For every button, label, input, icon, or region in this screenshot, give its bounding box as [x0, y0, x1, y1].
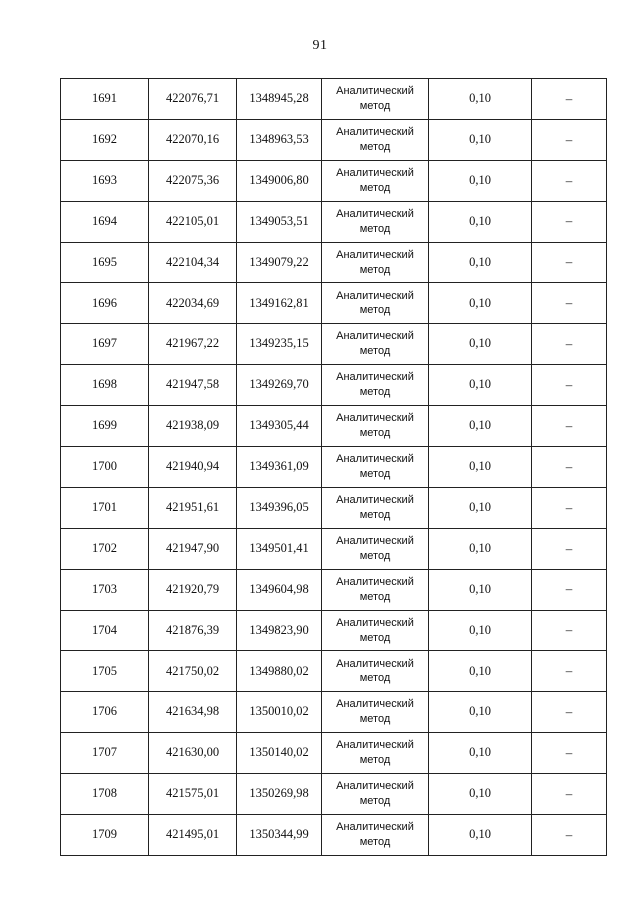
method-line-2: метод [359, 631, 391, 644]
point-number-cell: 1695 [61, 242, 149, 283]
note-cell: – [532, 242, 607, 283]
method-line-1: Аналитический [336, 534, 414, 547]
accuracy-cell: 0,10 [429, 201, 532, 242]
method-cell [322, 528, 429, 569]
point-number-cell: 1699 [61, 406, 149, 447]
accuracy-cell: 0,10 [429, 569, 532, 610]
accuracy-cell: 0,10 [429, 160, 532, 201]
y-coordinate-cell: 1349604,98 [237, 569, 322, 610]
method-cell [322, 447, 429, 488]
x-coordinate-cell: 421876,39 [149, 610, 237, 651]
accuracy-cell: 0,10 [429, 692, 532, 733]
method-line-2: метод [359, 263, 391, 276]
note-cell: – [532, 201, 607, 242]
y-coordinate-cell: 1350269,98 [237, 774, 322, 815]
note-cell: – [532, 569, 607, 610]
accuracy-cell: 0,10 [429, 242, 532, 283]
table-row [61, 160, 607, 201]
point-number-cell: 1692 [61, 119, 149, 160]
method-line-2: метод [359, 590, 391, 603]
method-cell [322, 160, 429, 201]
method-line-2: метод [359, 754, 391, 767]
accuracy-cell: 0,10 [429, 487, 532, 528]
y-coordinate-cell: 1349501,41 [237, 528, 322, 569]
method-line-2: метод [359, 304, 391, 317]
method-line-1: Аналитический [336, 166, 414, 179]
x-coordinate-cell: 422105,01 [149, 201, 237, 242]
note-cell: – [532, 406, 607, 447]
y-coordinate-cell: 1348963,53 [237, 119, 322, 160]
method-line-1: Аналитический [336, 616, 414, 629]
x-coordinate-cell: 422034,69 [149, 283, 237, 324]
table-row [61, 283, 607, 324]
method-line-2: метод [359, 713, 391, 726]
coordinates-table [60, 78, 607, 856]
note-cell: – [532, 610, 607, 651]
method-line-2: метод [359, 672, 391, 685]
accuracy-cell: 0,10 [429, 406, 532, 447]
table-row [61, 774, 607, 815]
method-cell [322, 569, 429, 610]
table-row [61, 119, 607, 160]
x-coordinate-cell: 421951,61 [149, 487, 237, 528]
method-line-1: Аналитический [336, 453, 414, 466]
point-number-cell: 1698 [61, 365, 149, 406]
method-cell [322, 119, 429, 160]
table-row [61, 365, 607, 406]
note-cell: – [532, 160, 607, 201]
method-line-2: метод [359, 386, 391, 399]
point-number-cell: 1709 [61, 815, 149, 856]
table-row [61, 733, 607, 774]
method-cell [322, 406, 429, 447]
method-cell [322, 242, 429, 283]
point-number-cell: 1697 [61, 324, 149, 365]
method-cell [322, 79, 429, 120]
method-line-1: Аналитический [336, 412, 414, 425]
method-line-1: Аналитический [336, 821, 414, 834]
method-cell [322, 815, 429, 856]
y-coordinate-cell: 1349235,15 [237, 324, 322, 365]
note-cell: – [532, 324, 607, 365]
method-line-1: Аналитический [336, 657, 414, 670]
accuracy-cell: 0,10 [429, 733, 532, 774]
y-coordinate-cell: 1349396,05 [237, 487, 322, 528]
x-coordinate-cell: 421750,02 [149, 651, 237, 692]
note-cell: – [532, 487, 607, 528]
accuracy-cell: 0,10 [429, 79, 532, 120]
method-line-1: Аналитический [336, 207, 414, 220]
point-number-cell: 1691 [61, 79, 149, 120]
table-row [61, 815, 607, 856]
method-line-1: Аналитический [336, 575, 414, 588]
y-coordinate-cell: 1349880,02 [237, 651, 322, 692]
method-line-2: метод [359, 549, 391, 562]
accuracy-cell: 0,10 [429, 815, 532, 856]
x-coordinate-cell: 421967,22 [149, 324, 237, 365]
x-coordinate-cell: 421920,79 [149, 569, 237, 610]
method-line-2: метод [359, 99, 391, 112]
point-number-cell: 1700 [61, 447, 149, 488]
accuracy-cell: 0,10 [429, 447, 532, 488]
x-coordinate-cell: 422076,71 [149, 79, 237, 120]
method-cell [322, 283, 429, 324]
note-cell: – [532, 79, 607, 120]
y-coordinate-cell: 1350010,02 [237, 692, 322, 733]
accuracy-cell: 0,10 [429, 651, 532, 692]
method-line-1: Аналитический [336, 248, 414, 261]
method-line-2: метод [359, 140, 391, 153]
point-number-cell: 1705 [61, 651, 149, 692]
table-row [61, 79, 607, 120]
point-number-cell: 1694 [61, 201, 149, 242]
point-number-cell: 1704 [61, 610, 149, 651]
accuracy-cell: 0,10 [429, 365, 532, 406]
x-coordinate-cell: 421947,58 [149, 365, 237, 406]
y-coordinate-cell: 1348945,28 [237, 79, 322, 120]
y-coordinate-cell: 1349823,90 [237, 610, 322, 651]
accuracy-cell: 0,10 [429, 119, 532, 160]
method-line-2: метод [359, 181, 391, 194]
table-row [61, 201, 607, 242]
page-number: 91 [312, 38, 328, 53]
method-line-2: метод [359, 222, 391, 235]
y-coordinate-cell: 1349361,09 [237, 447, 322, 488]
point-number-cell: 1703 [61, 569, 149, 610]
y-coordinate-cell: 1349006,80 [237, 160, 322, 201]
method-line-2: метод [359, 508, 391, 521]
table-row [61, 610, 607, 651]
point-number-cell: 1707 [61, 733, 149, 774]
table-row [61, 406, 607, 447]
table-row [61, 651, 607, 692]
x-coordinate-cell: 421630,00 [149, 733, 237, 774]
method-cell [322, 651, 429, 692]
method-line-1: Аналитический [336, 739, 414, 752]
note-cell: – [532, 815, 607, 856]
accuracy-cell: 0,10 [429, 283, 532, 324]
point-number-cell: 1696 [61, 283, 149, 324]
y-coordinate-cell: 1349053,51 [237, 201, 322, 242]
table-row [61, 528, 607, 569]
y-coordinate-cell: 1350344,99 [237, 815, 322, 856]
method-line-1: Аналитический [336, 125, 414, 138]
note-cell: – [532, 692, 607, 733]
method-line-1: Аналитический [336, 494, 414, 506]
method-line-2: метод [359, 795, 391, 808]
method-cell [322, 733, 429, 774]
x-coordinate-cell: 421495,01 [149, 815, 237, 856]
table-body [61, 79, 607, 856]
method-cell [322, 692, 429, 733]
accuracy-cell: 0,10 [429, 774, 532, 815]
x-coordinate-cell: 421947,90 [149, 528, 237, 569]
table-row [61, 242, 607, 283]
method-line-2: метод [359, 427, 391, 440]
note-cell: – [532, 365, 607, 406]
x-coordinate-cell: 422104,34 [149, 242, 237, 283]
note-cell: – [532, 447, 607, 488]
table-row [61, 324, 607, 365]
method-line-2: метод [359, 835, 391, 848]
note-cell: – [532, 119, 607, 160]
x-coordinate-cell: 421938,09 [149, 406, 237, 447]
accuracy-cell: 0,10 [429, 528, 532, 569]
method-cell [322, 201, 429, 242]
method-cell [322, 365, 429, 406]
method-cell [322, 610, 429, 651]
table-row [61, 692, 607, 733]
point-number-cell: 1701 [61, 487, 149, 528]
y-coordinate-cell: 1349269,70 [237, 365, 322, 406]
method-line-1: Аналитический [336, 698, 414, 711]
method-cell [322, 774, 429, 815]
y-coordinate-cell: 1349079,22 [237, 242, 322, 283]
note-cell: – [532, 774, 607, 815]
method-cell [322, 487, 429, 528]
note-cell: – [532, 733, 607, 774]
point-number-cell: 1708 [61, 774, 149, 815]
method-cell [322, 324, 429, 365]
method-line-1: Аналитический [336, 85, 414, 98]
point-number-cell: 1702 [61, 528, 149, 569]
y-coordinate-cell: 1349162,81 [237, 283, 322, 324]
x-coordinate-cell: 421634,98 [149, 692, 237, 733]
accuracy-cell: 0,10 [429, 324, 532, 365]
note-cell: – [532, 651, 607, 692]
method-line-2: метод [359, 467, 391, 480]
method-line-2: метод [359, 345, 391, 358]
note-cell: – [532, 528, 607, 569]
x-coordinate-cell: 422070,16 [149, 119, 237, 160]
x-coordinate-cell: 421575,01 [149, 774, 237, 815]
x-coordinate-cell: 422075,36 [149, 160, 237, 201]
method-line-1: Аналитический [336, 371, 414, 384]
y-coordinate-cell: 1350140,02 [237, 733, 322, 774]
accuracy-cell: 0,10 [429, 610, 532, 651]
method-line-1: Аналитический [336, 289, 414, 302]
point-number-cell: 1693 [61, 160, 149, 201]
table-row [61, 487, 607, 528]
method-line-1: Аналитический [336, 330, 414, 343]
table-row [61, 569, 607, 610]
table-row [61, 447, 607, 488]
note-cell: – [532, 283, 607, 324]
method-line-1: Аналитический [336, 780, 414, 793]
y-coordinate-cell: 1349305,44 [237, 406, 322, 447]
x-coordinate-cell: 421940,94 [149, 447, 237, 488]
point-number-cell: 1706 [61, 692, 149, 733]
